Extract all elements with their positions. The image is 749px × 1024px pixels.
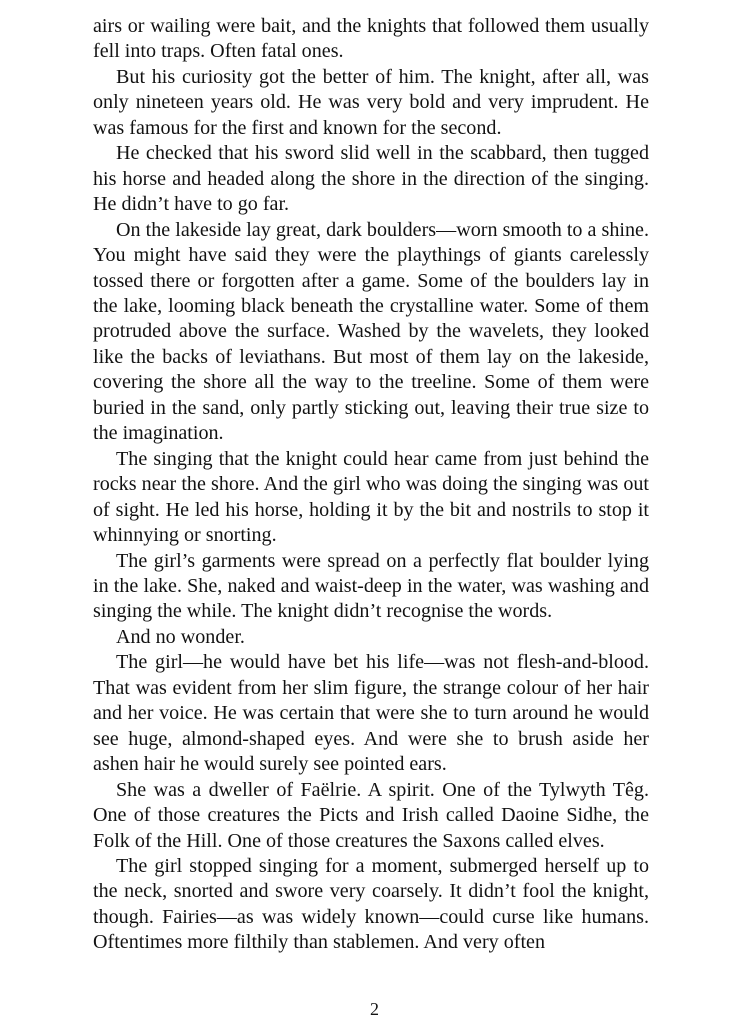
paragraph: She was a dweller of Faëlrie. A spirit. One of the Tylwyth Têg. One of those creatures the Picts and Irish called Daoine Sidhe, the Folk of the Hill. One of those creatures the Saxons called elves. xyxy=(93,778,649,852)
paragraph: The singing that the knight could hear came from just behind the rocks near the shore. And the girl who was doing the singing was out of sight. He led his horse, holding it by the bit and nostrils to stop it whinnying or snorting. xyxy=(93,447,649,547)
paragraph: The girl’s garments were spread on a perfectly flat boulder lying in the lake. She, naked and waist-deep in the water, was washing and singing the while. The knight didn’t recognise the words. xyxy=(93,549,649,623)
paragraph: The girl—he would have bet his life—was not flesh-and-blood. That was evident from her slim figure, the strange colour of her hair and her voice. He was certain that were she to turn around he would see huge, almond-shaped eyes. And were she to brush aside her ashen hair he would surely see pointed ears. xyxy=(93,651,649,776)
paragraph: airs or wailing were bait, and the knights that followed them usually fell into traps. Often fatal ones. xyxy=(93,15,649,63)
paragraph: And no wonder. xyxy=(116,625,245,648)
body-text-column xyxy=(93,14,649,956)
paragraph: On the lakeside lay great, dark boulders—worn smooth to a shine. You might have said they were the playthings of giants carelessly tossed there or forgotten after a game. Some of the boulders lay in the lake, looming black beneath the crystalline water. Some of them protruded above the surface. Washed by the wavelets, they looked like the backs of leviathans. But most of them lay on the lakeside, covering the shore all the way to the treeline. Some of them were buried in the sand, only partly sticking out, leaving their true size to the imagination. xyxy=(93,218,649,445)
paragraph: The girl stopped singing for a moment, submerged herself up to the neck, snorted and swore very coarsely. It didn’t fool the knight, though. Fairies—as was widely known—could curse like humans. Oftentimes more filthily than stablemen. And very often xyxy=(93,854,649,954)
paragraph: But his curiosity got the better of him. The knight, after all, was only nineteen years old. He was very bold and very imprudent. He was famous for the first and known for the second. xyxy=(93,65,649,139)
page-number: 2 xyxy=(370,999,379,1019)
paragraph: He checked that his sword slid well in the scabbard, then tugged his horse and headed along the shore in the direction of the singing. He didn’t have to go far. xyxy=(93,142,649,216)
